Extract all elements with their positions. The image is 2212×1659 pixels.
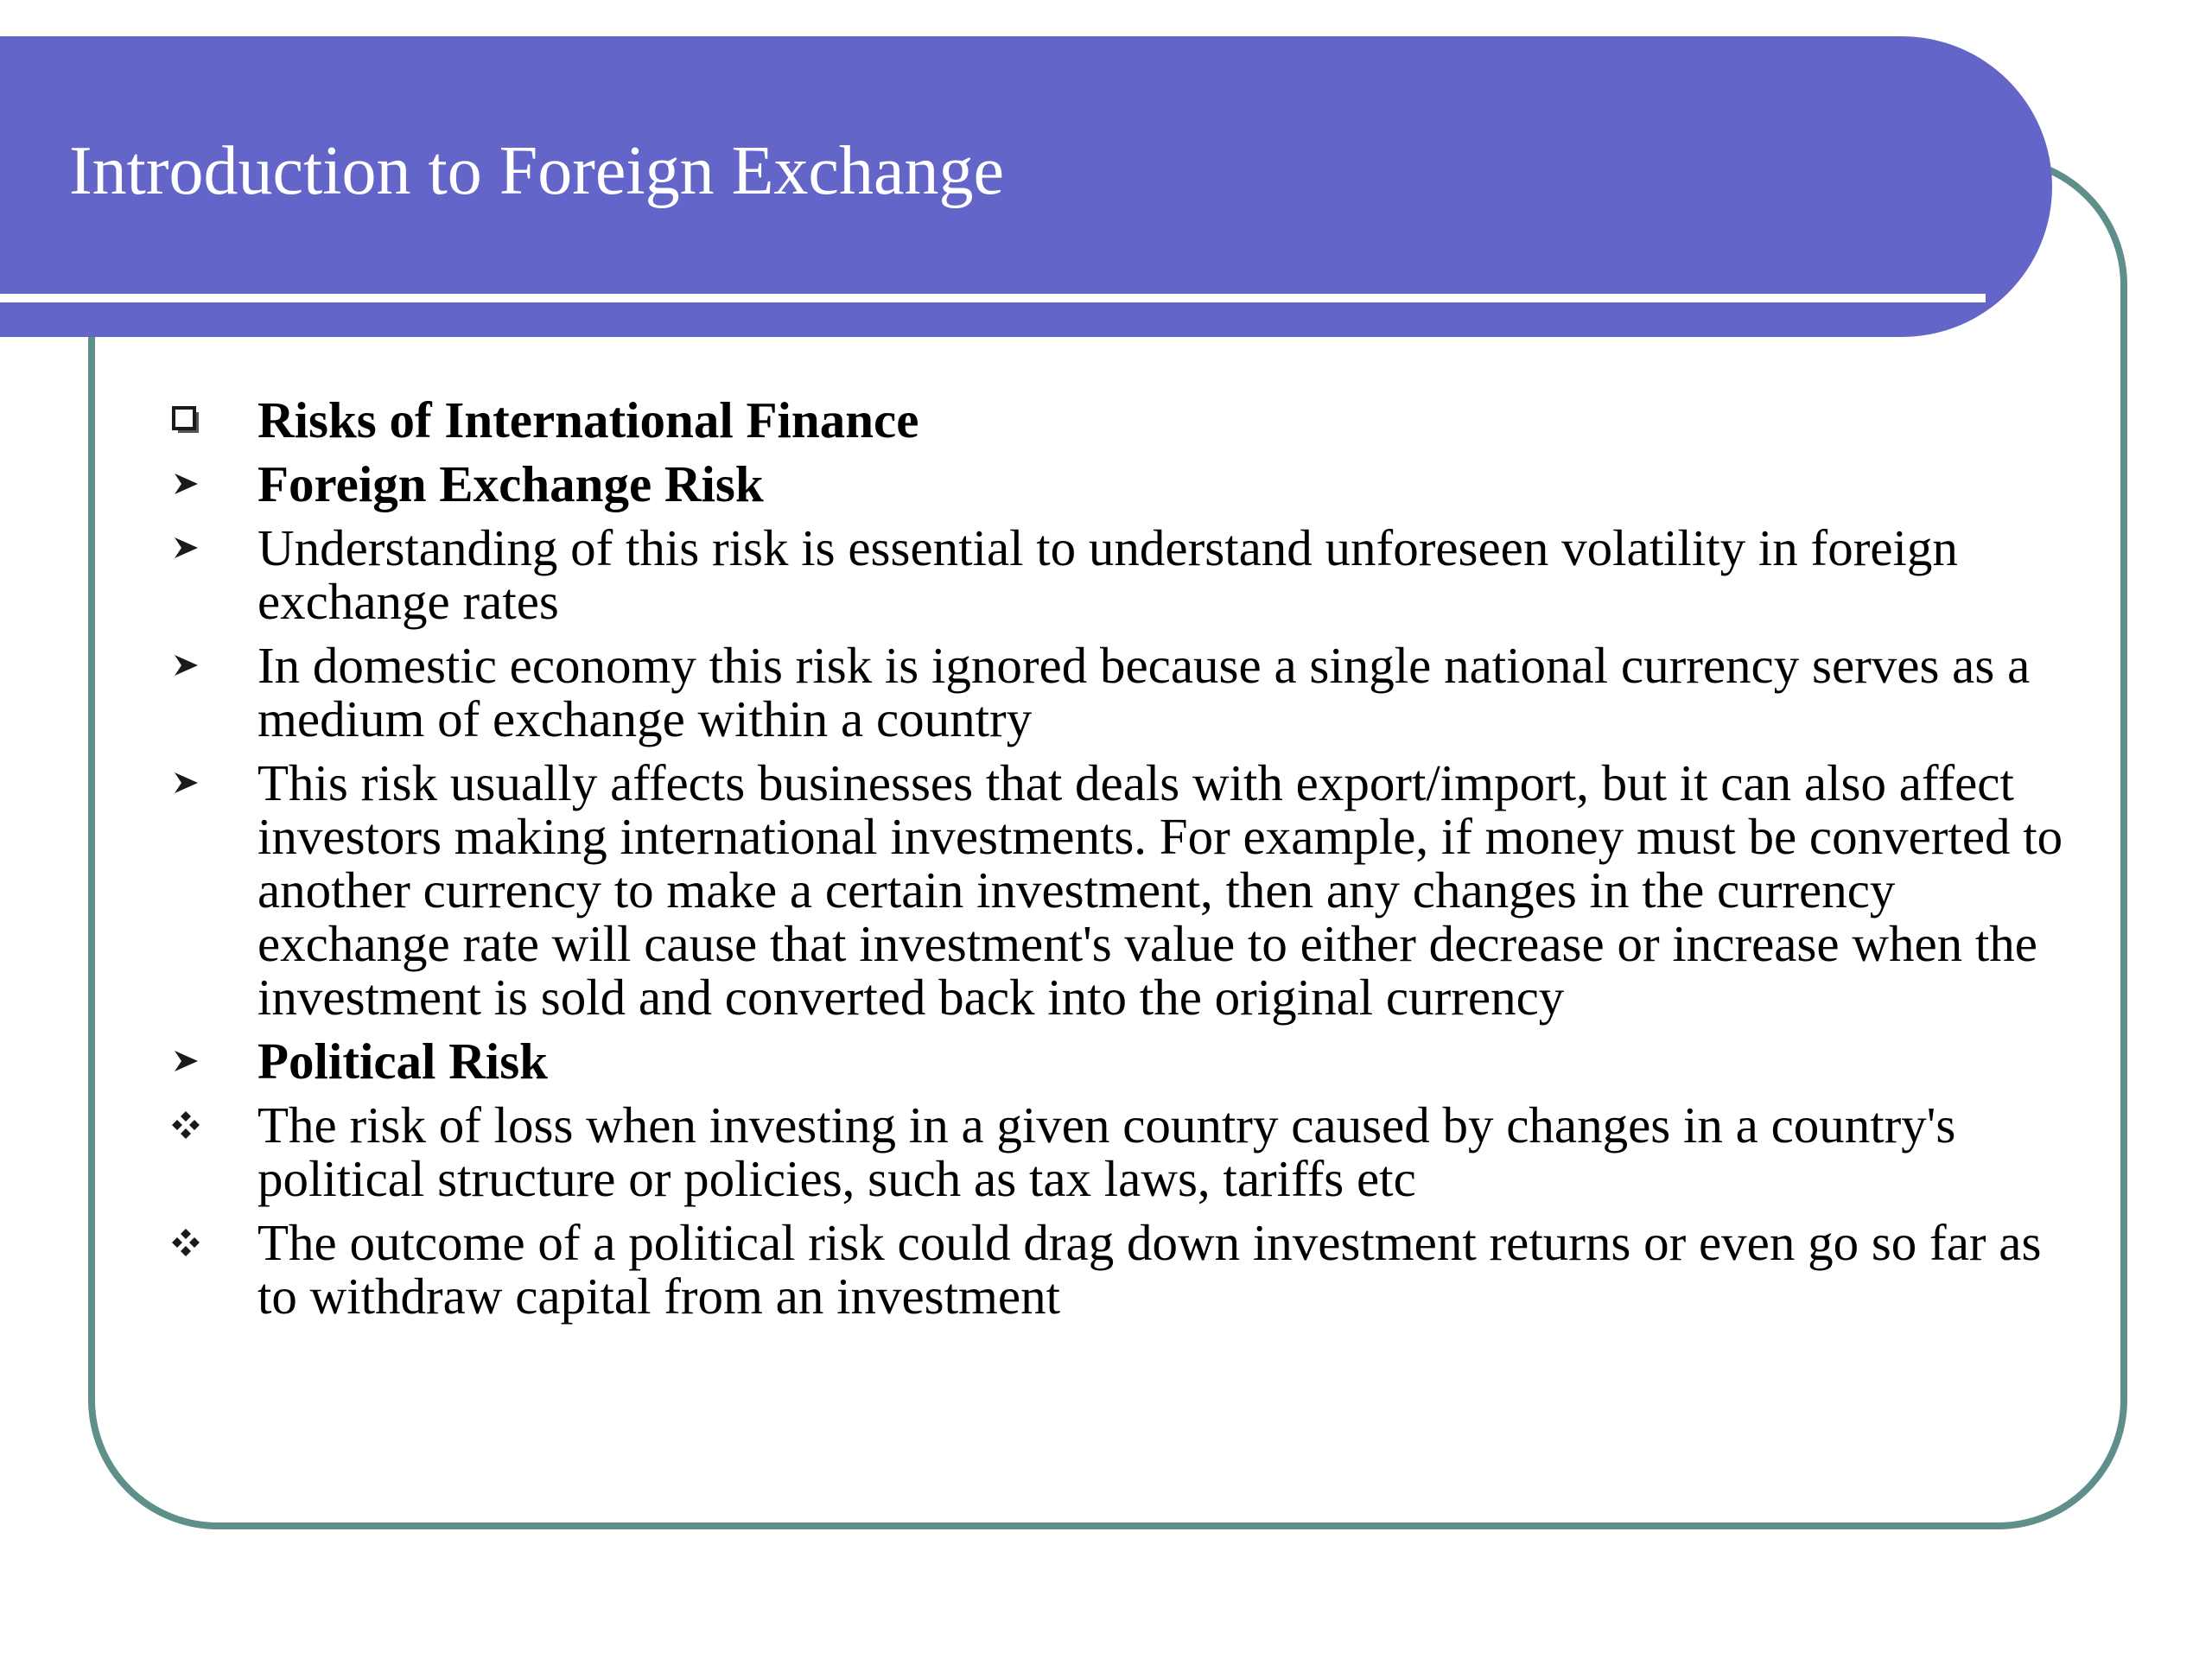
diamond-dots-bullet-icon bbox=[170, 1109, 201, 1141]
bullet-item bbox=[168, 521, 2082, 628]
bullet-text: The outcome of a political risk could drag down investment returns or even go so far as to withdraw capital from an investment bbox=[257, 1214, 2042, 1325]
bullet-item bbox=[168, 457, 2082, 511]
bullet-text: Understanding of this risk is essential to understand unforeseen volatility in foreign exchange rates bbox=[257, 519, 1958, 630]
slide-title: Introduction to Foreign Exchange bbox=[69, 133, 1004, 209]
square-bullet-icon bbox=[171, 405, 200, 435]
square-bullet-icon bbox=[168, 393, 203, 447]
arrowhead-bullet-icon bbox=[171, 652, 200, 678]
arrowhead-bullet-icon bbox=[171, 1048, 200, 1074]
diamond-dots-bullet-icon bbox=[168, 1098, 203, 1152]
title-bar-divider bbox=[0, 294, 1986, 302]
bullet-list bbox=[168, 393, 2082, 1333]
arrowhead-bullet-icon bbox=[168, 756, 203, 810]
bullet-item bbox=[168, 756, 2082, 1024]
arrowhead-bullet-icon bbox=[171, 471, 200, 497]
arrowhead-bullet-icon bbox=[168, 457, 203, 511]
bullet-item bbox=[168, 639, 2082, 746]
bullet-item bbox=[168, 1034, 2082, 1088]
bullet-item bbox=[168, 1098, 2082, 1205]
bullet-item bbox=[168, 1216, 2082, 1323]
bullet-text: In domestic economy this risk is ignored because a single national currency serves as a medium of exchange within a country bbox=[257, 637, 2031, 747]
bullet-text: This risk usually affects businesses that deals with export/import, but it can also affect investors making international investments. For example, if money must be converted to another currency to make a certain investment, then any changes in the currency exchange rate will cause that investment's value to either decrease or increase when the investment is sold and converted back into the original currency bbox=[257, 754, 2063, 1026]
bullet-text: The risk of loss when investing in a given country caused by changes in a country's political structure or policies, such as tax laws, tariffs etc bbox=[257, 1096, 1956, 1207]
bullet-text: Risks of International Finance bbox=[257, 391, 919, 448]
bullet-item bbox=[168, 393, 2082, 447]
diamond-dots-bullet-icon bbox=[168, 1216, 203, 1269]
arrowhead-bullet-icon bbox=[168, 639, 203, 692]
bullet-text: Foreign Exchange Risk bbox=[257, 455, 764, 512]
bullet-text: Political Risk bbox=[257, 1033, 548, 1090]
diamond-dots-bullet-icon bbox=[170, 1227, 201, 1258]
arrowhead-bullet-icon bbox=[171, 770, 200, 796]
arrowhead-bullet-icon bbox=[168, 521, 203, 575]
arrowhead-bullet-icon bbox=[171, 535, 200, 561]
arrowhead-bullet-icon bbox=[168, 1034, 203, 1088]
